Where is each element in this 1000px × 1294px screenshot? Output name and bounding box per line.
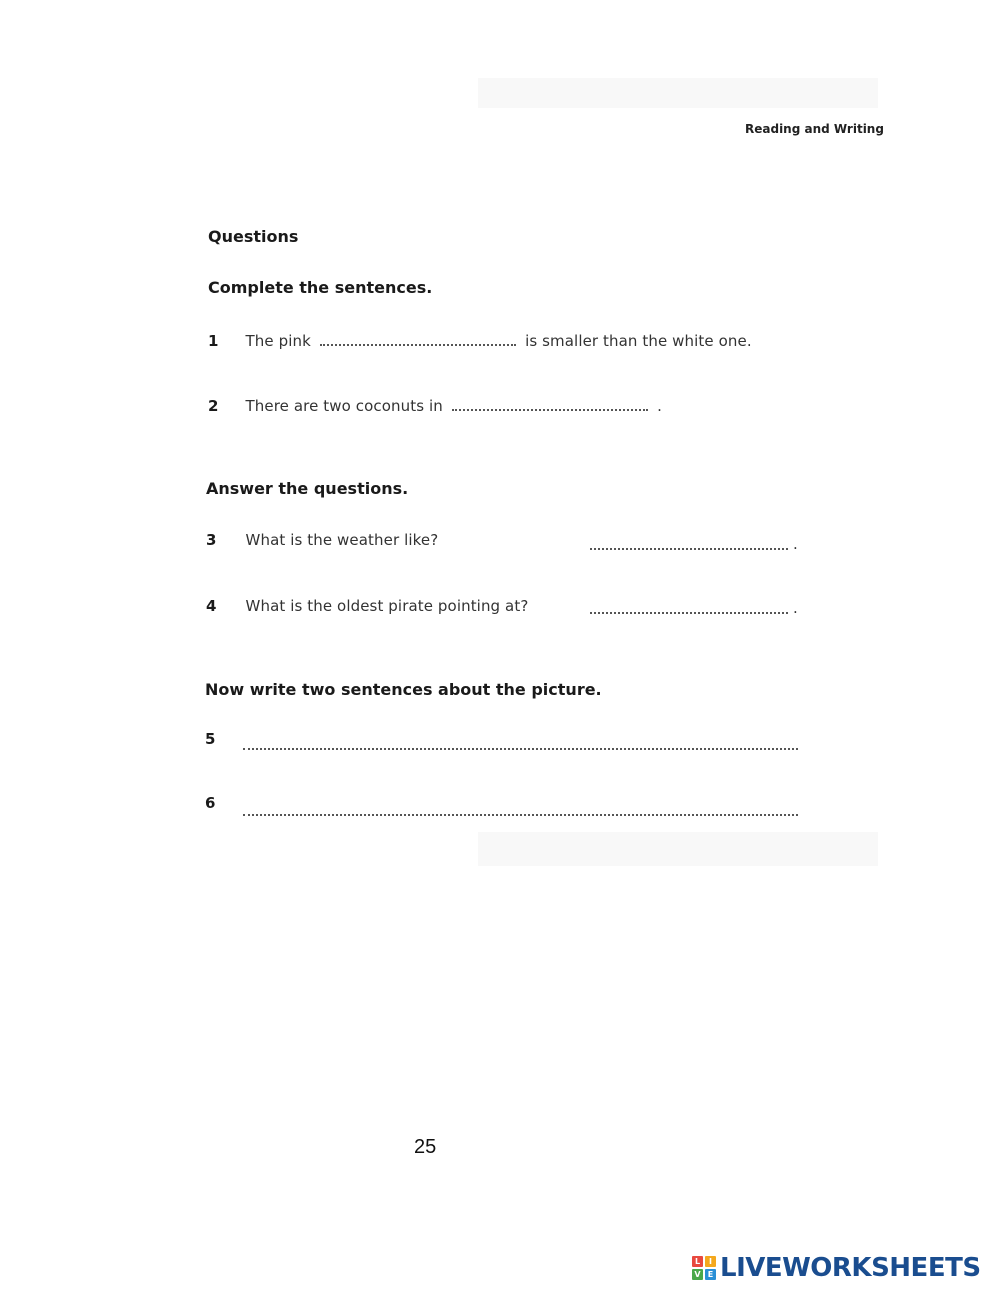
question-3: [206, 530, 438, 549]
complete-sentences-heading: Complete the sentences.: [208, 278, 433, 297]
question-4: [206, 596, 528, 615]
page-number: 25: [414, 1136, 437, 1158]
question-number: 1: [208, 332, 219, 350]
question-number: 3: [206, 531, 217, 549]
question-number: 4: [206, 597, 217, 615]
question-text: What is the weather like?: [245, 531, 439, 549]
answer-blank-1[interactable]: [320, 330, 516, 346]
question-6-number: 6: [205, 794, 216, 812]
question-text-before: There are two coconuts in: [245, 397, 443, 415]
page-header-label: Reading and Writing: [745, 122, 884, 136]
question-text: What is the oldest pirate pointing at?: [245, 597, 529, 615]
answer-blank-3[interactable]: [590, 548, 788, 550]
logo-text: LIVEWORKSHEETS: [720, 1253, 981, 1283]
question-4-end-mark: .: [793, 599, 798, 617]
question-text-after: .: [657, 397, 662, 415]
logo-tile-l: L: [692, 1256, 703, 1267]
question-3-end-mark: .: [793, 535, 798, 553]
answer-blank-4[interactable]: [590, 612, 788, 614]
answer-blank-5[interactable]: [243, 748, 798, 750]
scan-shadow-bottom: [478, 832, 878, 866]
logo-grid-icon: [692, 1256, 716, 1280]
logo-tile-i: I: [705, 1256, 716, 1267]
write-sentences-heading: Now write two sentences about the picture.: [205, 680, 602, 699]
question-number: 2: [208, 397, 219, 415]
logo-tile-v: V: [692, 1269, 703, 1280]
answer-blank-6[interactable]: [243, 814, 798, 816]
question-2: [208, 395, 662, 415]
answer-blank-2[interactable]: [452, 395, 648, 411]
answer-questions-heading: Answer the questions.: [206, 479, 409, 498]
logo-tile-e: E: [705, 1269, 716, 1280]
question-5-number: 5: [205, 730, 216, 748]
scan-shadow-top: [478, 78, 878, 108]
question-text-before: The pink: [245, 332, 311, 350]
question-text-after: is smaller than the white one.: [525, 332, 752, 350]
liveworksheets-logo[interactable]: [692, 1253, 981, 1283]
questions-heading: Questions: [208, 227, 299, 246]
question-1: [208, 330, 752, 350]
